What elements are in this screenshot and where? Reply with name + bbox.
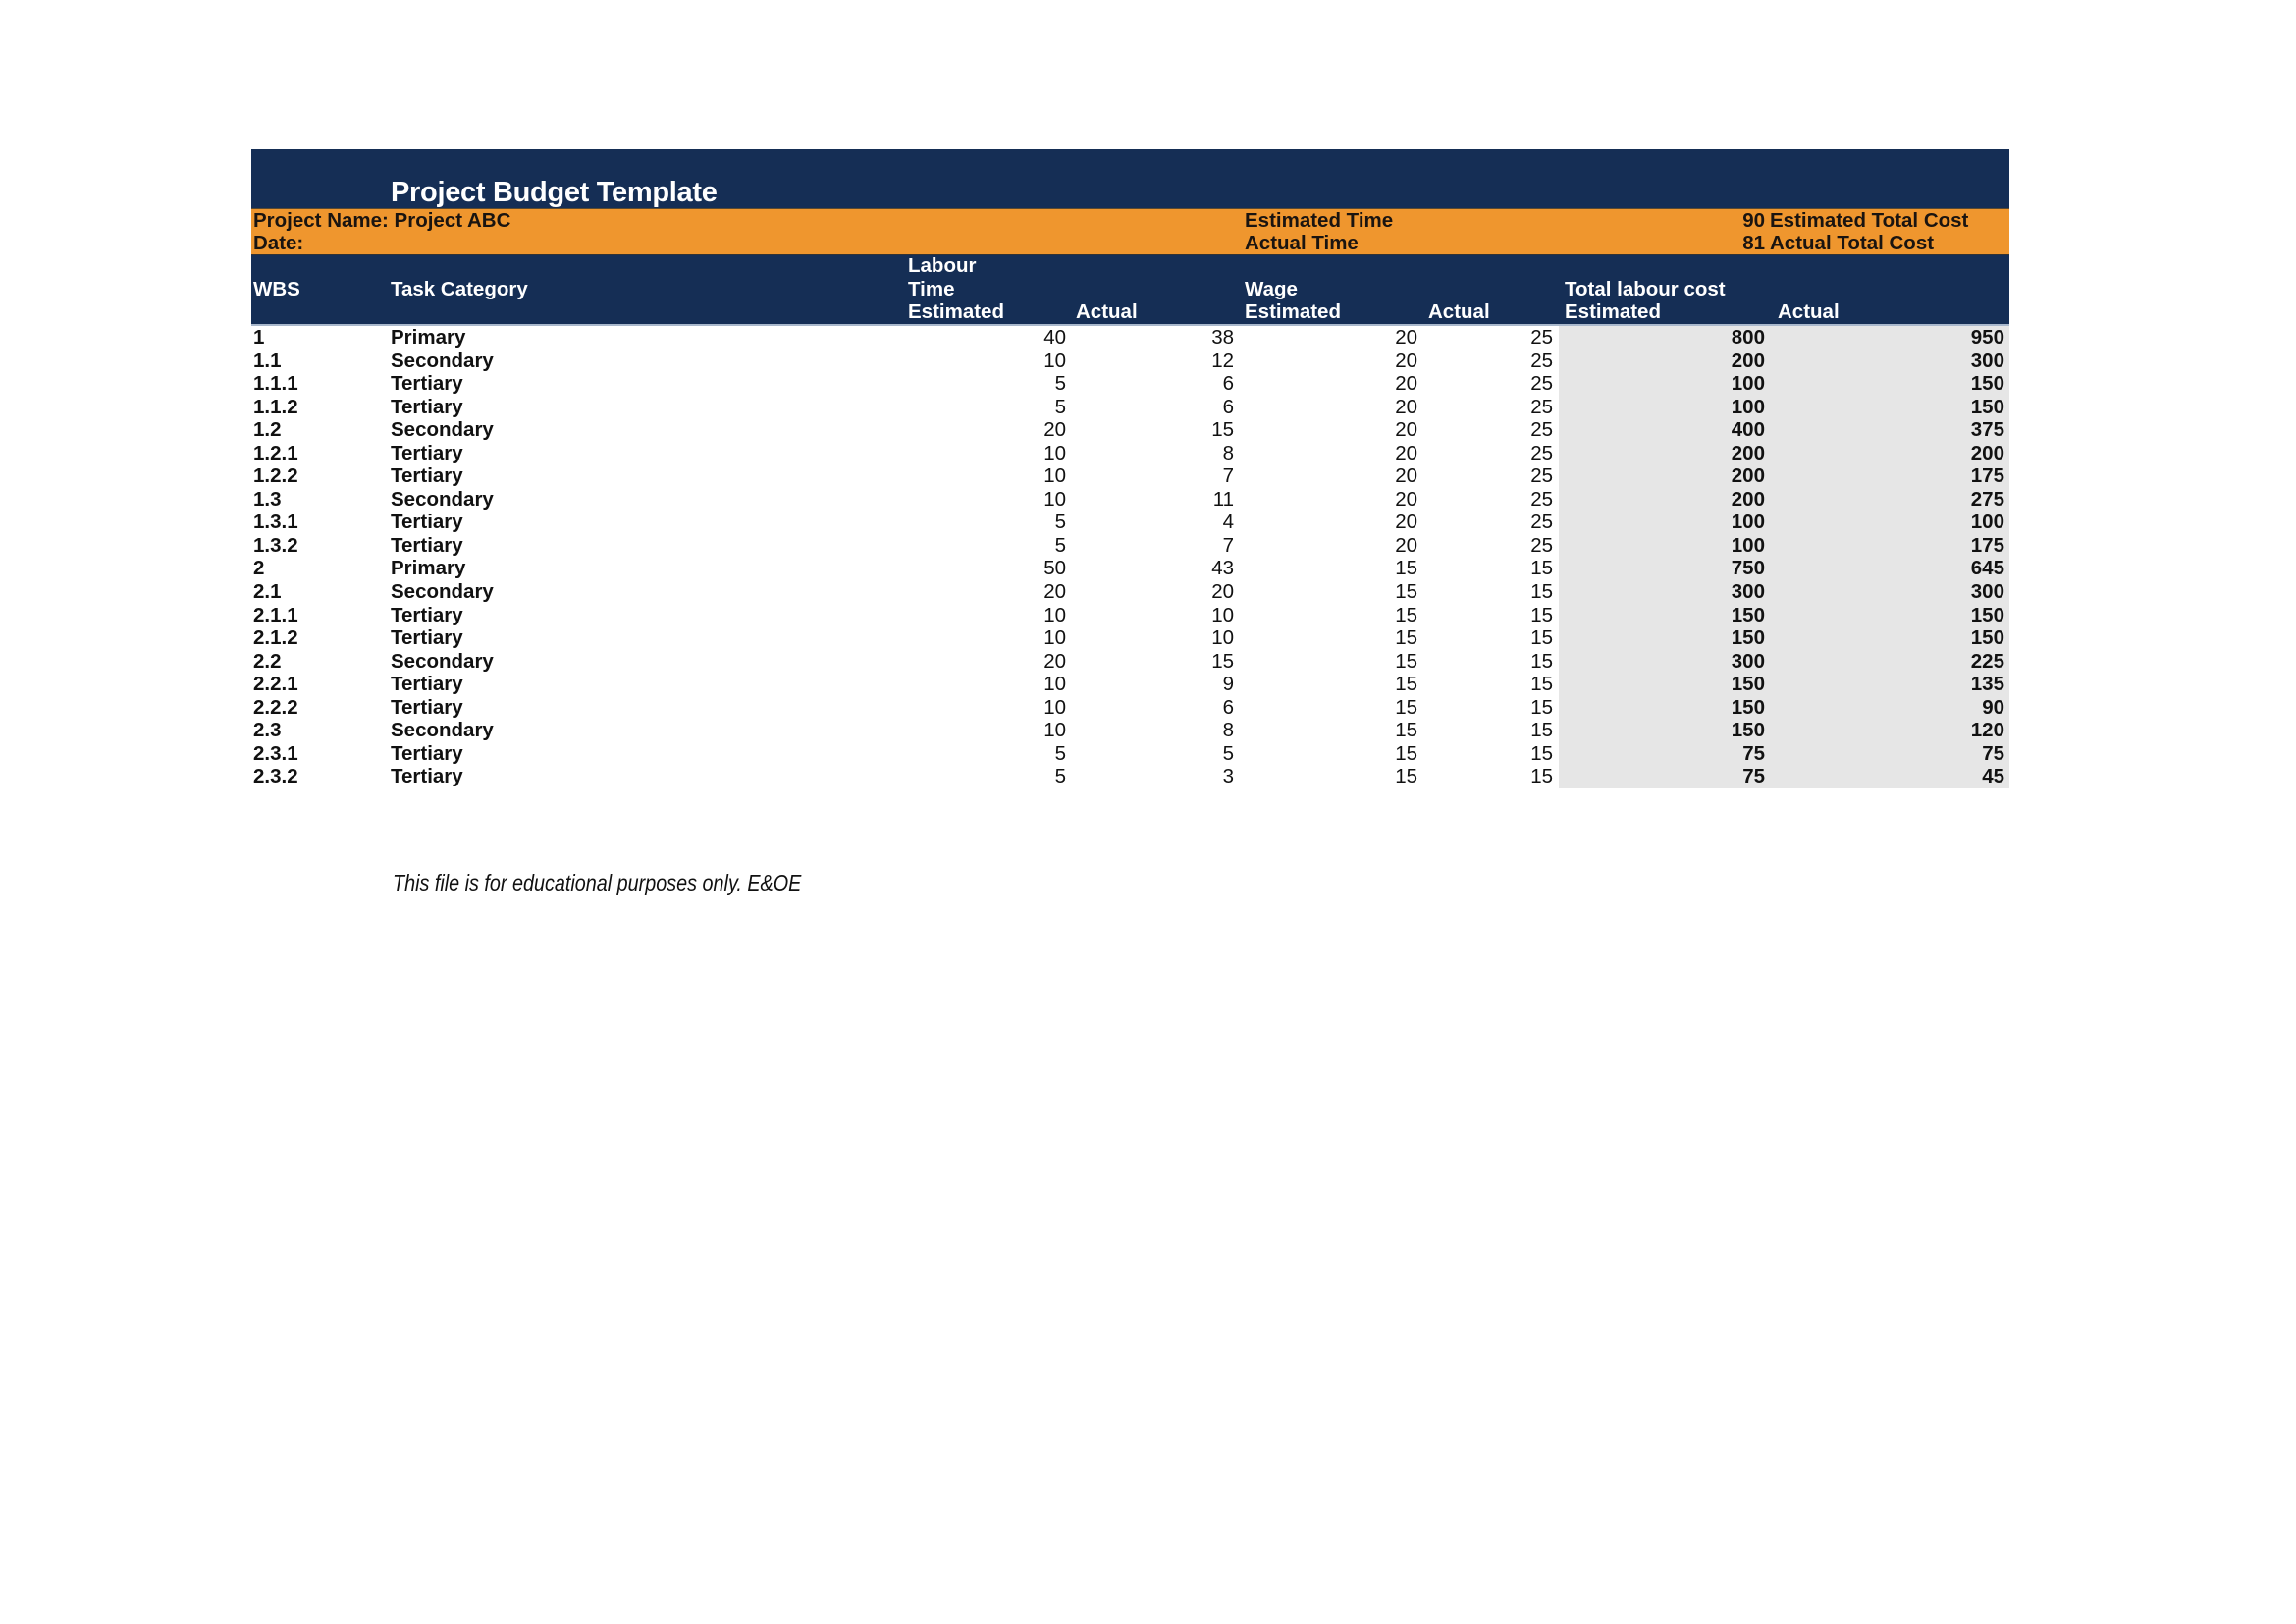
cell-labour-estimated: 20 [1043,649,1066,673]
cell-wbs: 1.3.1 [253,511,298,534]
cell-wage-actual: 25 [1530,464,1553,488]
header-labour: Labour [908,254,977,277]
cell-wbs: 1.1.1 [253,372,298,396]
cell-total-actual: 200 [1970,441,2004,464]
cell-wage-estimated: 15 [1395,626,1417,650]
cell-wbs: 2.3 [253,719,282,742]
table-row [251,418,2009,442]
disclaimer-note: This file is for educational purposes only. E&OE [393,870,802,895]
cell-labour-estimated: 10 [1043,603,1066,626]
cell-labour-estimated: 20 [1043,580,1066,604]
cell-task-category: Tertiary [391,395,463,418]
cell-total-actual: 120 [1970,719,2004,742]
table-row [251,488,2009,512]
cell-total-estimated: 800 [1731,326,1765,349]
cell-total-estimated: 150 [1731,603,1765,626]
project-info-band [251,208,2009,255]
cell-labour-actual: 10 [1211,603,1234,626]
cell-labour-estimated: 10 [1043,487,1066,511]
table-row [251,326,2009,350]
column-header-band [251,255,2009,326]
cell-wbs: 2.3.1 [253,741,298,765]
cell-labour-estimated: 5 [1054,395,1066,418]
cell-task-category: Secondary [391,649,494,673]
cell-labour-estimated: 5 [1054,511,1066,534]
cell-wage-estimated: 15 [1395,741,1417,765]
header-wbs: WBS [253,278,300,300]
table-row [251,511,2009,534]
cell-wage-estimated: 20 [1395,487,1417,511]
cell-labour-estimated: 5 [1054,741,1066,765]
cell-wage-actual: 25 [1530,418,1553,442]
cell-task-category: Secondary [391,580,494,604]
cell-task-category: Tertiary [391,695,463,719]
cell-labour-actual: 10 [1211,626,1234,650]
cell-total-actual: 175 [1970,533,2004,557]
table-row [251,534,2009,558]
cell-wage-actual: 15 [1530,719,1553,742]
cell-wage-estimated: 20 [1395,349,1417,372]
cell-task-category: Secondary [391,418,494,442]
cell-wage-estimated: 15 [1395,695,1417,719]
cell-wage-actual: 15 [1530,580,1553,604]
cell-total-actual: 100 [1970,511,2004,534]
cell-wage-estimated: 15 [1395,557,1417,580]
cell-wbs: 2.1 [253,580,282,604]
cell-labour-actual: 6 [1222,372,1234,396]
cell-labour-estimated: 10 [1043,673,1066,696]
cell-wbs: 1.1.2 [253,395,298,418]
table-row [251,350,2009,373]
cell-total-estimated: 200 [1731,441,1765,464]
cell-total-estimated: 200 [1731,464,1765,488]
cell-wage-estimated: 15 [1395,603,1417,626]
cell-wbs: 2 [253,557,265,580]
cell-task-category: Tertiary [391,626,463,650]
cell-labour-estimated: 5 [1054,372,1066,396]
cell-wage-actual: 25 [1530,326,1553,349]
header-task-category: Task Category [391,278,528,300]
cell-total-actual: 150 [1970,395,2004,418]
cell-labour-actual: 7 [1222,464,1234,488]
cell-total-actual: 150 [1970,372,2004,396]
cell-total-estimated: 300 [1731,649,1765,673]
cell-wbs: 1.3.2 [253,533,298,557]
cell-total-actual: 300 [1970,580,2004,604]
cell-labour-actual: 6 [1222,395,1234,418]
cell-task-category: Tertiary [391,464,463,488]
cell-total-estimated: 400 [1731,418,1765,442]
estimated-time-value: 90 [1742,209,1765,232]
cell-total-actual: 225 [1970,649,2004,673]
table-row [251,719,2009,742]
cell-total-estimated: 150 [1731,695,1765,719]
table-row [251,464,2009,488]
cell-wage-actual: 25 [1530,533,1553,557]
cell-wage-actual: 15 [1530,741,1553,765]
cell-task-category: Primary [391,326,466,349]
table-row [251,626,2009,650]
header-wage: Wage [1245,278,1298,300]
cell-total-actual: 645 [1970,557,2004,580]
table-row [251,442,2009,465]
cell-total-estimated: 75 [1742,765,1765,788]
cell-total-estimated: 150 [1731,626,1765,650]
cell-wage-actual: 25 [1530,349,1553,372]
header-total-estimated: Estimated [1565,300,1661,323]
cell-total-estimated: 100 [1731,511,1765,534]
cell-labour-estimated: 10 [1043,626,1066,650]
table-row [251,604,2009,627]
cell-wbs: 1 [253,326,265,349]
actual-time-label: Actual Time [1245,232,1359,254]
cell-total-estimated: 75 [1742,741,1765,765]
cell-wage-actual: 25 [1530,441,1553,464]
cell-wage-estimated: 15 [1395,719,1417,742]
cell-labour-estimated: 10 [1043,719,1066,742]
cell-wage-actual: 15 [1530,557,1553,580]
cell-task-category: Tertiary [391,673,463,696]
cell-wage-actual: 15 [1530,673,1553,696]
cell-task-category: Primary [391,557,466,580]
cell-wage-actual: 25 [1530,372,1553,396]
cell-task-category: Secondary [391,719,494,742]
estimated-time-label: Estimated Time [1245,209,1394,232]
cell-labour-estimated: 20 [1043,418,1066,442]
cell-task-category: Tertiary [391,441,463,464]
cell-labour-actual: 11 [1212,487,1234,511]
cell-wage-estimated: 20 [1395,395,1417,418]
cell-labour-actual: 8 [1222,719,1234,742]
cell-task-category: Secondary [391,349,494,372]
cell-wage-actual: 25 [1530,395,1553,418]
cell-wage-estimated: 15 [1395,673,1417,696]
cell-labour-actual: 15 [1211,649,1234,673]
cell-labour-actual: 8 [1222,441,1234,464]
cell-total-estimated: 300 [1731,580,1765,604]
cell-wbs: 2.3.2 [253,765,298,788]
cell-total-actual: 275 [1970,487,2004,511]
cell-total-estimated: 100 [1731,372,1765,396]
actual-total-cost-label: Actual Total Cost [1770,232,1935,254]
cell-labour-actual: 7 [1222,533,1234,557]
table-row [251,372,2009,396]
cell-wage-actual: 25 [1530,511,1553,534]
cell-wage-estimated: 20 [1395,372,1417,396]
cell-total-actual: 75 [1982,741,2004,765]
cell-total-estimated: 150 [1731,673,1765,696]
cell-labour-estimated: 10 [1043,441,1066,464]
table-row [251,557,2009,580]
cell-total-estimated: 100 [1731,533,1765,557]
cell-total-actual: 90 [1982,695,2004,719]
cell-total-actual: 175 [1970,464,2004,488]
cell-labour-estimated: 50 [1043,557,1066,580]
cell-labour-actual: 3 [1222,765,1234,788]
cell-labour-estimated: 10 [1043,349,1066,372]
cell-wbs: 2.1.2 [253,626,298,650]
header-labour-estimated: Estimated [908,300,1004,323]
cell-wage-estimated: 20 [1395,511,1417,534]
cell-labour-estimated: 10 [1043,695,1066,719]
cell-wbs: 1.2 [253,418,282,442]
cell-total-estimated: 200 [1731,487,1765,511]
cell-wage-estimated: 15 [1395,580,1417,604]
project-name-label: Project Name: Project ABC [253,209,511,232]
cell-labour-actual: 38 [1211,326,1234,349]
cell-wbs: 1.2.2 [253,464,298,488]
date-label: Date: [253,232,304,254]
header-wage-estimated: Estimated [1245,300,1341,323]
cell-labour-actual: 6 [1222,695,1234,719]
actual-time-value: 81 [1742,232,1765,254]
header-total-labour-cost: Total labour cost [1565,278,1726,300]
page-title: Project Budget Template [391,177,718,208]
cell-labour-actual: 9 [1222,673,1234,696]
table-row [251,580,2009,604]
cell-task-category: Tertiary [391,533,463,557]
cell-task-category: Tertiary [391,765,463,788]
cell-wage-estimated: 20 [1395,326,1417,349]
table-row [251,673,2009,696]
cell-wage-estimated: 20 [1395,441,1417,464]
cell-labour-estimated: 10 [1043,464,1066,488]
cell-wage-actual: 15 [1530,626,1553,650]
cell-wbs: 2.2.1 [253,673,298,696]
cell-wbs: 2.1.1 [253,603,298,626]
cell-total-actual: 45 [1982,765,2004,788]
cell-wage-actual: 15 [1530,695,1553,719]
cell-task-category: Tertiary [391,603,463,626]
cell-task-category: Tertiary [391,511,463,534]
header-labour-time: Time [908,278,955,300]
cell-wbs: 2.2 [253,649,282,673]
cell-wage-actual: 25 [1530,487,1553,511]
cell-total-actual: 375 [1970,418,2004,442]
cell-labour-estimated: 40 [1043,326,1066,349]
cell-labour-actual: 5 [1222,741,1234,765]
budget-table-body [251,326,2009,788]
cell-labour-actual: 20 [1211,580,1234,604]
cell-wage-estimated: 15 [1395,649,1417,673]
estimated-total-cost-label: Estimated Total Cost [1770,209,1969,232]
header-labour-actual: Actual [1076,300,1138,323]
cell-total-estimated: 100 [1731,395,1765,418]
cell-total-actual: 150 [1970,603,2004,626]
cell-wage-estimated: 15 [1395,765,1417,788]
cell-labour-estimated: 5 [1054,533,1066,557]
cell-wbs: 2.2.2 [253,695,298,719]
cell-wage-actual: 15 [1530,603,1553,626]
cell-wage-actual: 15 [1530,649,1553,673]
cell-wbs: 1.3 [253,487,282,511]
cell-labour-actual: 12 [1211,349,1234,372]
cell-labour-estimated: 5 [1054,765,1066,788]
cell-total-estimated: 150 [1731,719,1765,742]
header-wage-actual: Actual [1428,300,1490,323]
cell-wage-estimated: 20 [1395,464,1417,488]
cell-wage-actual: 15 [1530,765,1553,788]
cell-task-category: Tertiary [391,372,463,396]
cell-labour-actual: 4 [1222,511,1234,534]
cell-task-category: Tertiary [391,741,463,765]
title-band [251,149,2009,208]
cell-wage-estimated: 20 [1395,533,1417,557]
table-row [251,650,2009,674]
cell-wbs: 1.1 [253,349,282,372]
cell-wbs: 1.2.1 [253,441,298,464]
cell-total-estimated: 750 [1731,557,1765,580]
cell-labour-actual: 15 [1211,418,1234,442]
cell-wage-estimated: 20 [1395,418,1417,442]
table-row [251,396,2009,419]
table-row [251,765,2009,788]
cell-total-estimated: 200 [1731,349,1765,372]
cell-total-actual: 950 [1970,326,2004,349]
cell-task-category: Secondary [391,487,494,511]
header-total-actual: Actual [1778,300,1840,323]
cell-total-actual: 300 [1970,349,2004,372]
table-row [251,742,2009,766]
cell-total-actual: 135 [1970,673,2004,696]
cell-labour-actual: 43 [1211,557,1234,580]
table-row [251,696,2009,720]
cell-total-actual: 150 [1970,626,2004,650]
